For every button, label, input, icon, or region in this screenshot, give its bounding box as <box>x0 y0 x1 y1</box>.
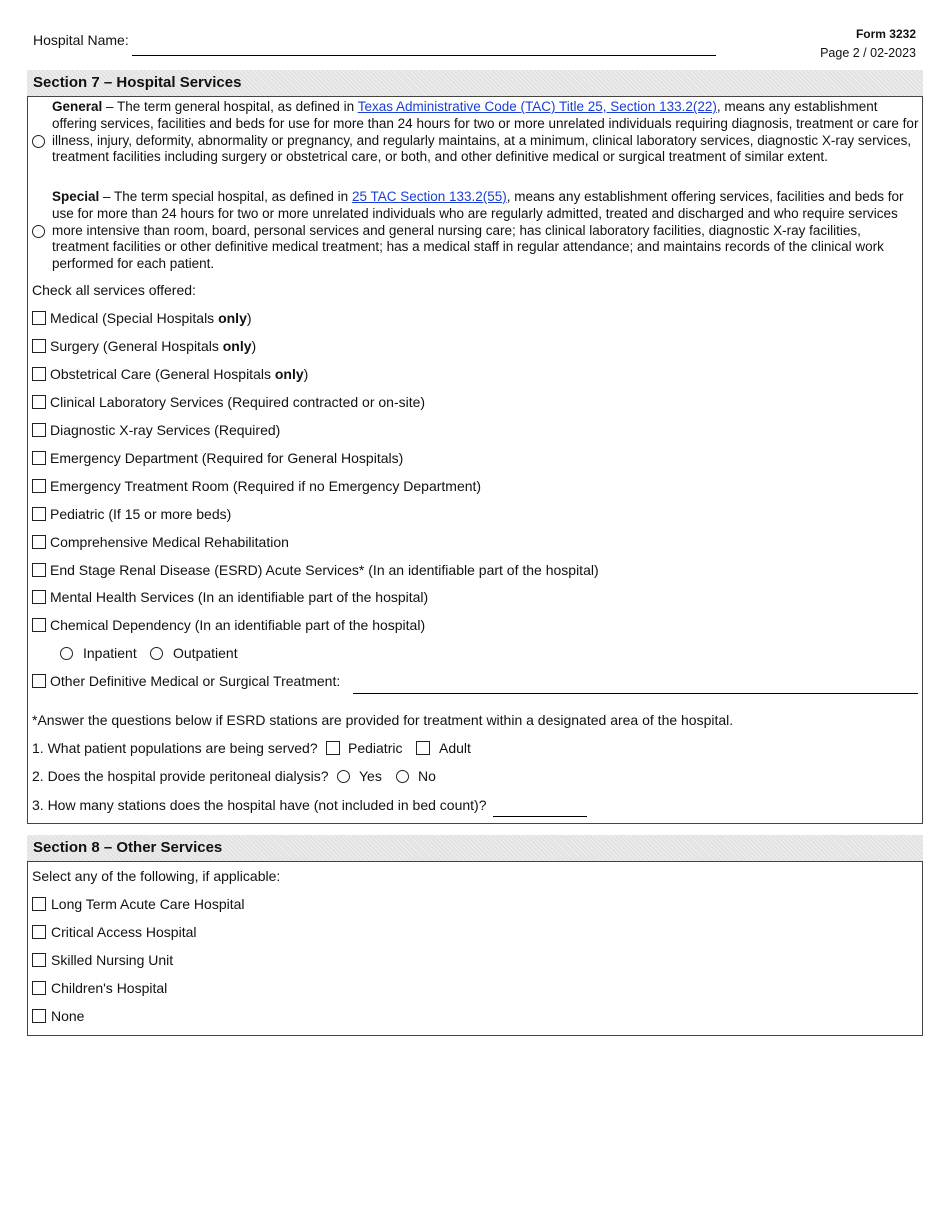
emergency-room-label: Emergency Treatment Room (Required if no Emergency Department) <box>50 478 482 494</box>
mental-health-label: Mental Health Services (In an identifiable part of the hospital) <box>50 589 429 605</box>
pediatric-label: Pediatric (If 15 or more beds) <box>50 506 232 522</box>
other-label: Other Definitive Medical or Surgical Treatment: <box>50 673 341 689</box>
ltach-label: Long Term Acute Care Hospital <box>51 896 245 912</box>
q2-yes-radio[interactable] <box>337 770 350 783</box>
none-checkbox[interactable] <box>32 1009 46 1023</box>
emergency-dept-checkbox[interactable] <box>32 451 46 465</box>
esrd-label: End Stage Renal Disease (ESRD) Acute Services* (In an identifiable part of the hospital) <box>50 562 599 578</box>
special-hospital-radio[interactable] <box>32 225 45 238</box>
obstetrical-label: Obstetrical Care (General Hospitals only) <box>50 366 309 382</box>
surgery-checkbox[interactable] <box>32 339 46 353</box>
special-hospital-definition <box>52 189 920 273</box>
childrens-label: Children's Hospital <box>51 980 168 996</box>
esrd-checkbox[interactable] <box>32 563 46 577</box>
q2-yes-label: Yes <box>359 768 382 784</box>
q3-text: 3. How many stations does the hospital have (not included in bed count)? <box>32 797 487 813</box>
section-7-header: Section 7 – Hospital Services <box>27 70 923 96</box>
xray-checkbox[interactable] <box>32 423 46 437</box>
clinical-lab-checkbox[interactable] <box>32 395 46 409</box>
q2-text: 2. Does the hospital provide peritoneal dialysis? <box>32 768 329 784</box>
xray-label: Diagnostic X-ray Services (Required) <box>50 422 281 438</box>
childrens-checkbox[interactable] <box>32 981 46 995</box>
general-intro: – The term general hospital, as defined in <box>102 99 358 114</box>
surgery-label: Surgery (General Hospitals only) <box>50 338 257 354</box>
emergency-dept-label: Emergency Department (Required for General Hospitals) <box>50 450 404 466</box>
general-hospital-definition <box>52 99 920 166</box>
general-body: , means any establishment offering services, facilities and beds for use for more than 24 hours for two or more unrelated individuals requiring diagnosis, treatment or care for illness, injury, deformity, abnormality or pregnancy, and regularly maintains, at a minimum, clinical laboratory services, diagnostic X-ray services, treatment facilities including surgery or obstetrical care, or both, and other definitive medical or surgical treatment of similar extent. <box>52 99 919 165</box>
q1-pediatric-label: Pediatric <box>348 740 403 756</box>
special-tac-link[interactable]: 25 TAC Section 133.2(55) <box>351 189 507 204</box>
hospital-name-label: Hospital Name: <box>33 32 129 48</box>
obstetrical-checkbox[interactable] <box>32 367 46 381</box>
q1-text: 1. What patient populations are being served? <box>32 740 318 756</box>
chemical-dependency-label: Chemical Dependency (In an identifiable part of the hospital) <box>50 617 426 633</box>
cah-label: Critical Access Hospital <box>51 924 197 940</box>
form-number: Form 3232 <box>855 27 916 41</box>
q2-no-label: No <box>418 768 436 784</box>
ltach-checkbox[interactable] <box>32 897 46 911</box>
mental-health-checkbox[interactable] <box>32 590 46 604</box>
outpatient-label: Outpatient <box>173 645 238 661</box>
emergency-room-checkbox[interactable] <box>32 479 46 493</box>
general-tac-link[interactable]: Texas Administrative Code (TAC) Title 25, Section 133.2(22) <box>357 99 717 114</box>
pediatric-checkbox[interactable] <box>32 507 46 521</box>
page-info: Page 2 / 02-2023 <box>820 46 916 60</box>
chemical-dependency-checkbox[interactable] <box>32 618 46 632</box>
medical-label: Medical (Special Hospitals only) <box>50 310 252 326</box>
special-body: , means any establishment offering services, facilities and beds for use for more than 24 hours for two or more unrelated individuals who are regularly admitted, treated and discharged and who require services more intensive than room, board, personal services and general nursing care; has clinical laboratory facilities, diagnostic X-ray facilities, treatment facilities or other definitive medical treatment; has a medical staff in regular attendance; and maintains records of the clinical work performed for each patient. <box>52 189 904 272</box>
hospital-name-input[interactable] <box>132 55 716 56</box>
rehab-checkbox[interactable] <box>32 535 46 549</box>
q2-no-radio[interactable] <box>396 770 409 783</box>
q1-adult-label: Adult <box>439 740 471 756</box>
special-term: Special <box>52 189 100 204</box>
esrd-note: *Answer the questions below if ESRD stations are provided for treatment within a designated area of the hospital. <box>32 712 734 728</box>
other-treatment-input[interactable] <box>353 693 918 694</box>
general-term: General <box>52 99 103 114</box>
inpatient-radio[interactable] <box>60 647 73 660</box>
outpatient-radio[interactable] <box>150 647 163 660</box>
special-intro: – The term special hospital, as defined in <box>99 189 352 204</box>
rehab-label: Comprehensive Medical Rehabilitation <box>50 534 289 550</box>
snu-label: Skilled Nursing Unit <box>51 952 174 968</box>
general-hospital-radio[interactable] <box>32 135 45 148</box>
q1-pediatric-checkbox[interactable] <box>326 741 340 755</box>
check-all-label: Check all services offered: <box>32 282 196 298</box>
medical-checkbox[interactable] <box>32 311 46 325</box>
section-8-header: Section 8 – Other Services <box>27 835 923 861</box>
q3-stations-input[interactable] <box>493 816 587 817</box>
snu-checkbox[interactable] <box>32 953 46 967</box>
other-checkbox[interactable] <box>32 674 46 688</box>
cah-checkbox[interactable] <box>32 925 46 939</box>
section-8-box <box>27 861 923 1036</box>
section-8-prompt: Select any of the following, if applicable: <box>32 868 281 884</box>
none-label: None <box>51 1008 85 1024</box>
clinical-lab-label: Clinical Laboratory Services (Required contracted or on-site) <box>50 394 426 410</box>
q1-adult-checkbox[interactable] <box>416 741 430 755</box>
inpatient-label: Inpatient <box>83 645 137 661</box>
